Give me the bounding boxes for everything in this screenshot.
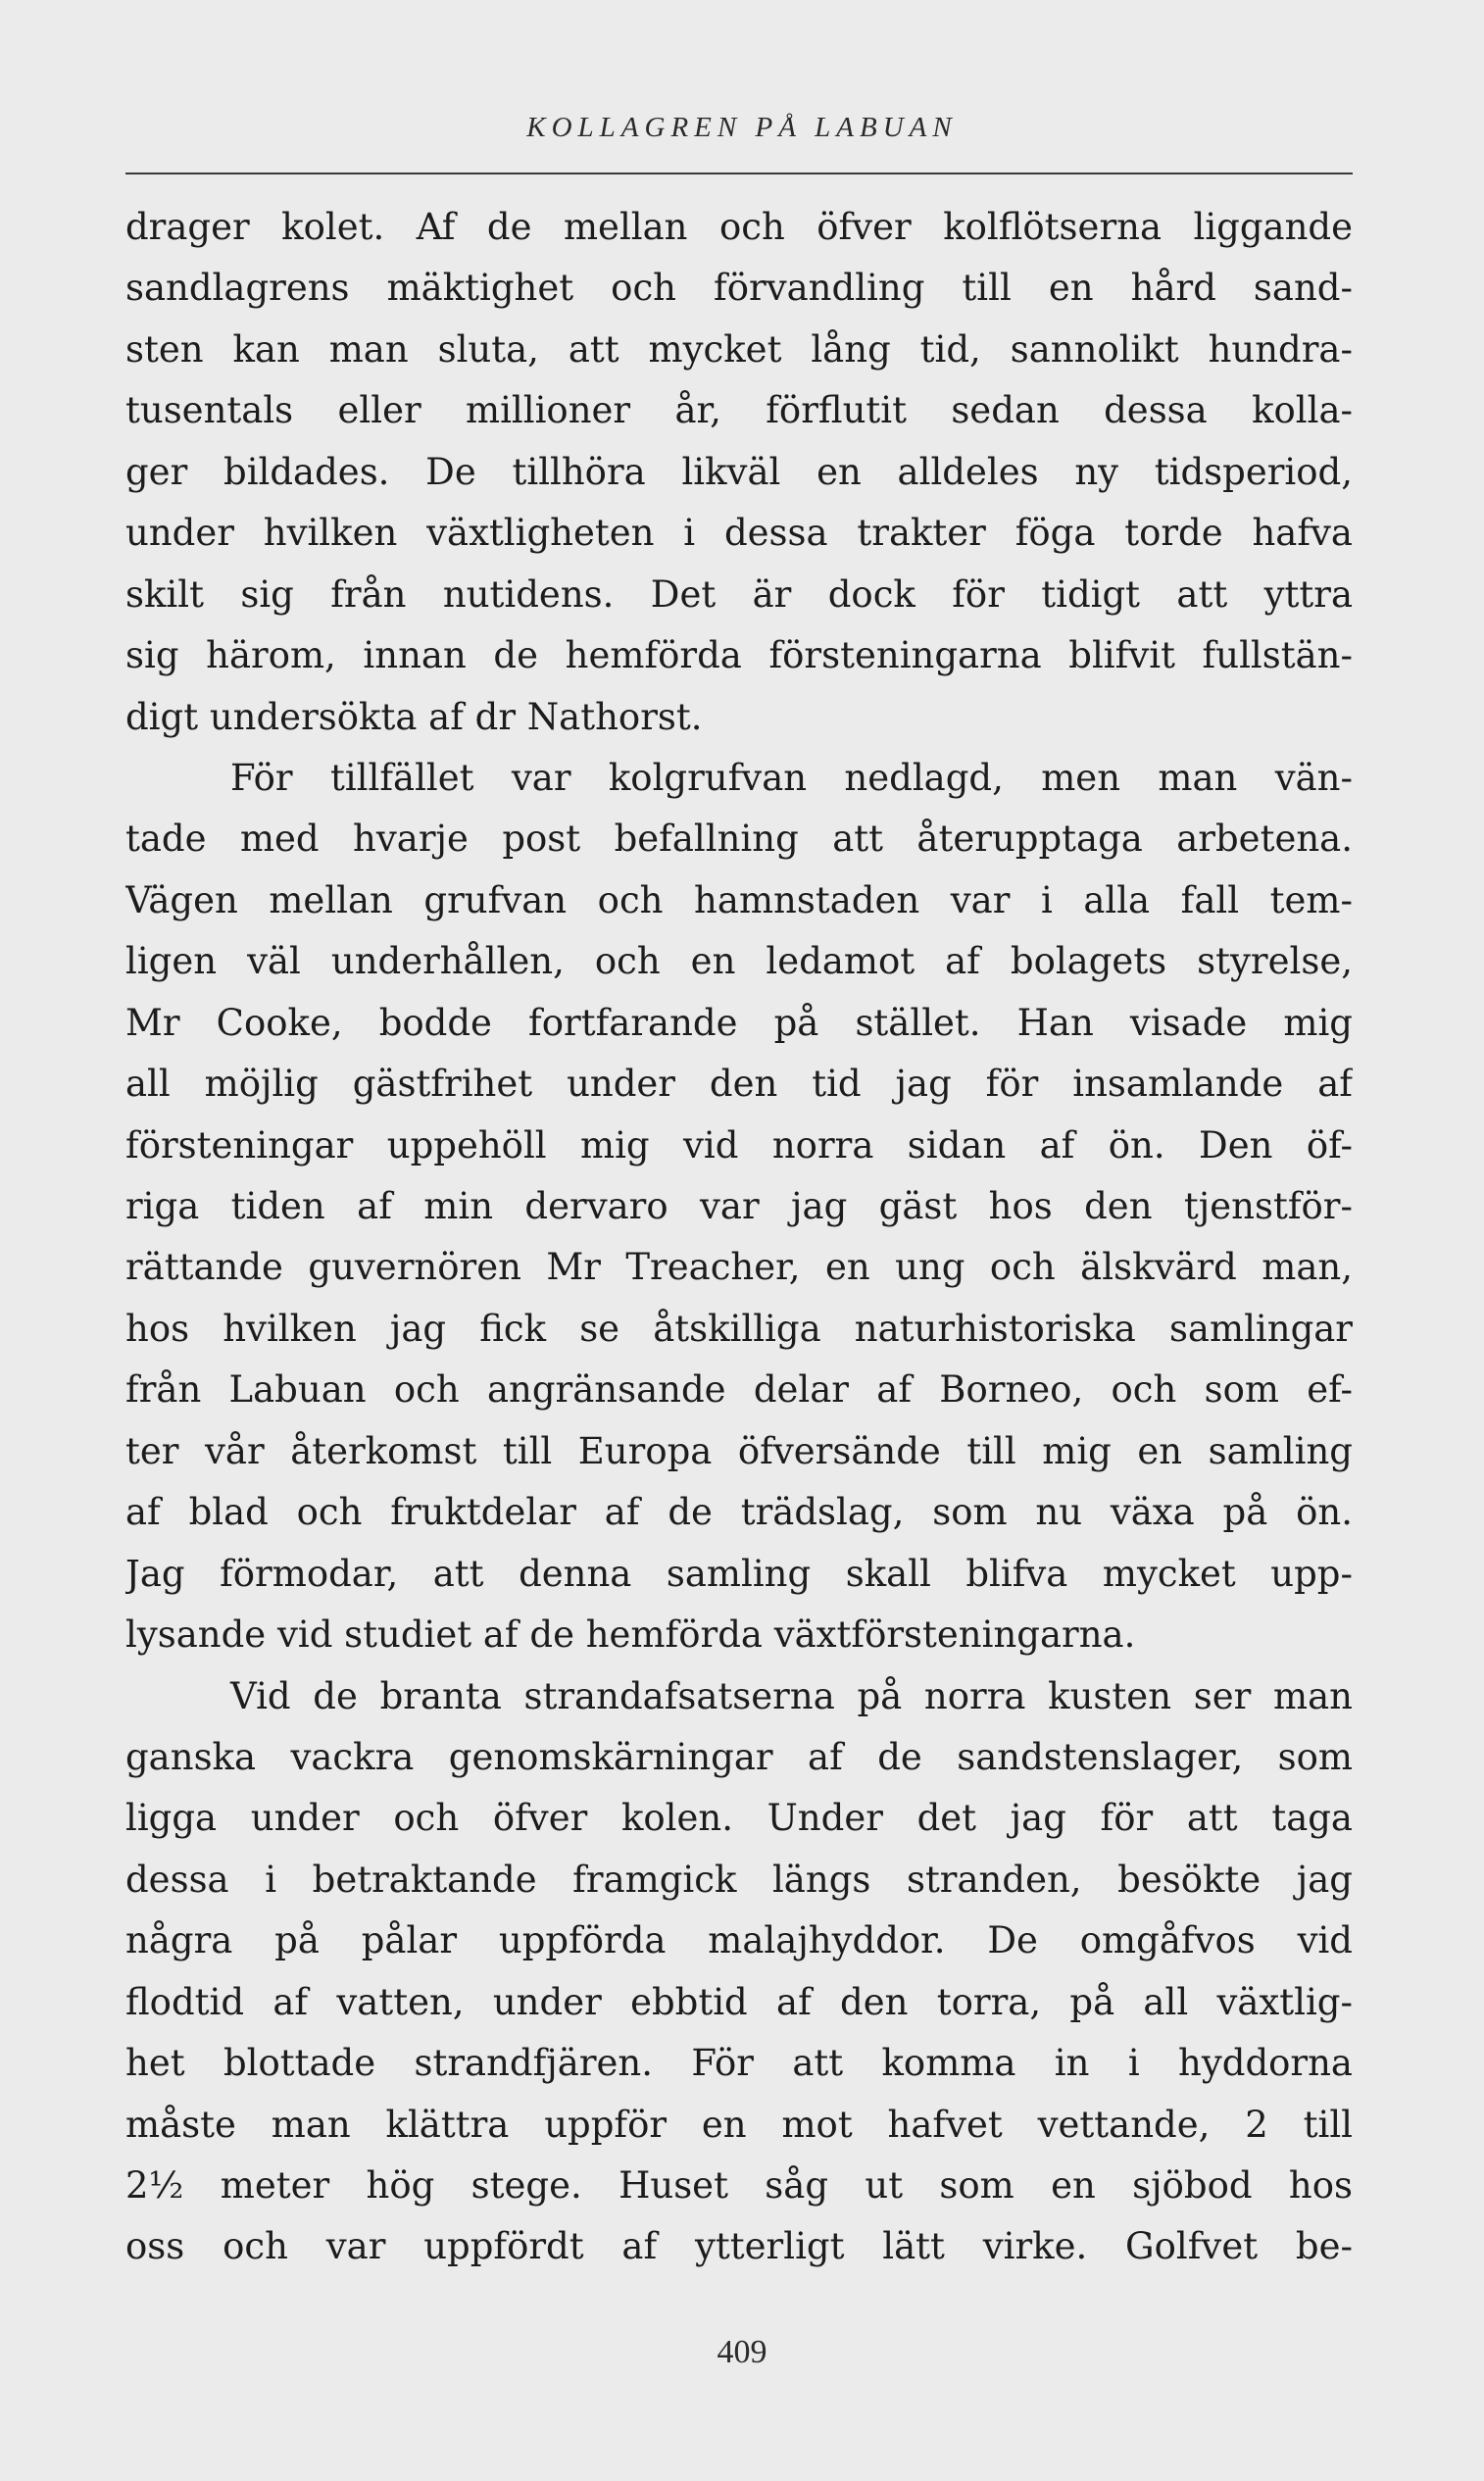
text-line: lysande vid studiet af de hemförda växtförsteningarna. (125, 1613, 1136, 1657)
text-line: ger bildades. De tillhöra likväl en alldeles ny tidsperiod, (125, 450, 1353, 493)
text-line: flodtid af vatten, under ebbtid af den torra, på all växtlig- (125, 1980, 1353, 2023)
text-line: dessa i betraktande framgick längs stranden, besökte jag (125, 1858, 1353, 1901)
text-line: tusentals eller millioner år, förflutit sedan dessa kolla- (125, 389, 1353, 432)
text-line: ligga under och öfver kolen. Under det jag för att taga (125, 1797, 1353, 1840)
text-line: oss och var uppfördt af ytterligt lätt virke. Golfvet be- (125, 2225, 1353, 2268)
running-head: KOLLAGREN PÅ LABUAN (526, 112, 958, 143)
text-line: Vid de branta strandafsatserna på norra kusten ser man (230, 1674, 1353, 1717)
text-line: hos hvilken jag fick se åtskilliga naturhistoriska samlingar (125, 1307, 1353, 1350)
text-line: skilt sig från nutidens. Det är dock för tidigt att yttra (125, 572, 1353, 616)
text-line: tade med hvarje post befallning att återupptaga arbetena. (125, 818, 1353, 861)
text-line: digt undersökta af dr Nathorst. (125, 695, 703, 738)
text-line: Jag förmodar, att denna samling skall blifva mycket upp- (125, 1552, 1353, 1595)
text-line: af blad och fruktdelar af de trädslag, som nu växa på ön. (125, 1491, 1353, 1534)
text-line: all möjlig gästfrihet under den tid jag för insamlande af (125, 1063, 1353, 1106)
text-line: från Labuan och angränsande delar af Borneo, och som ef- (125, 1368, 1353, 1412)
text-line: ter vår återkomst till Europa öfversände till mig en samling (125, 1429, 1353, 1472)
page-number: 409 (717, 2334, 767, 2370)
text-line: rättande guvernören Mr Treacher, en ung och älskvärd man, (125, 1246, 1353, 1289)
text-line: 2½ meter hög stege. Huset såg ut som en sjöbod hos (125, 2164, 1353, 2207)
text-line: måste man klättra uppför en mot hafvet vettande, 2 till (125, 2103, 1353, 2146)
text-line: drager kolet. Af de mellan och öfver kolflötserna liggande (125, 206, 1353, 248)
body-text (125, 197, 1353, 2278)
text-line: ganska vackra genomskärningar af de sandstenslager, som (125, 1735, 1353, 1778)
text-line: försteningar uppehöll mig vid norra sidan af ön. Den öf- (125, 1123, 1353, 1166)
text-line: sig härom, innan de hemförda försteningarna blifvit fullstän- (125, 634, 1353, 677)
text-line: några på pålar uppförda malajhyddor. De omgåfvos vid (125, 1919, 1353, 1962)
text-line: För tillfället var kolgrufvan nedlagd, men man vän- (230, 756, 1353, 799)
text-line: riga tiden af min dervaro var jag gäst hos den tjenstför- (125, 1185, 1353, 1227)
text-line: het blottade strandfjären. För att komma in i hyddorna (125, 2042, 1353, 2085)
text-line: ligen väl underhållen, och en ledamot af bolagets styrelse, (125, 940, 1353, 983)
text-line: under hvilken växtligheten i dessa trakter föga torde hafva (125, 512, 1353, 555)
text-line: sten kan man sluta, att mycket lång tid, sannolikt hundra- (125, 327, 1353, 371)
text-line: Vägen mellan grufvan och hamnstaden var i alla fall tem- (125, 878, 1353, 921)
text-line: Mr Cooke, bodde fortfarande på stället. Han visade mig (125, 1001, 1353, 1044)
header-rule (125, 173, 1353, 174)
text-line: sandlagrens mäktighet och förvandling till en hård sand- (125, 267, 1353, 310)
